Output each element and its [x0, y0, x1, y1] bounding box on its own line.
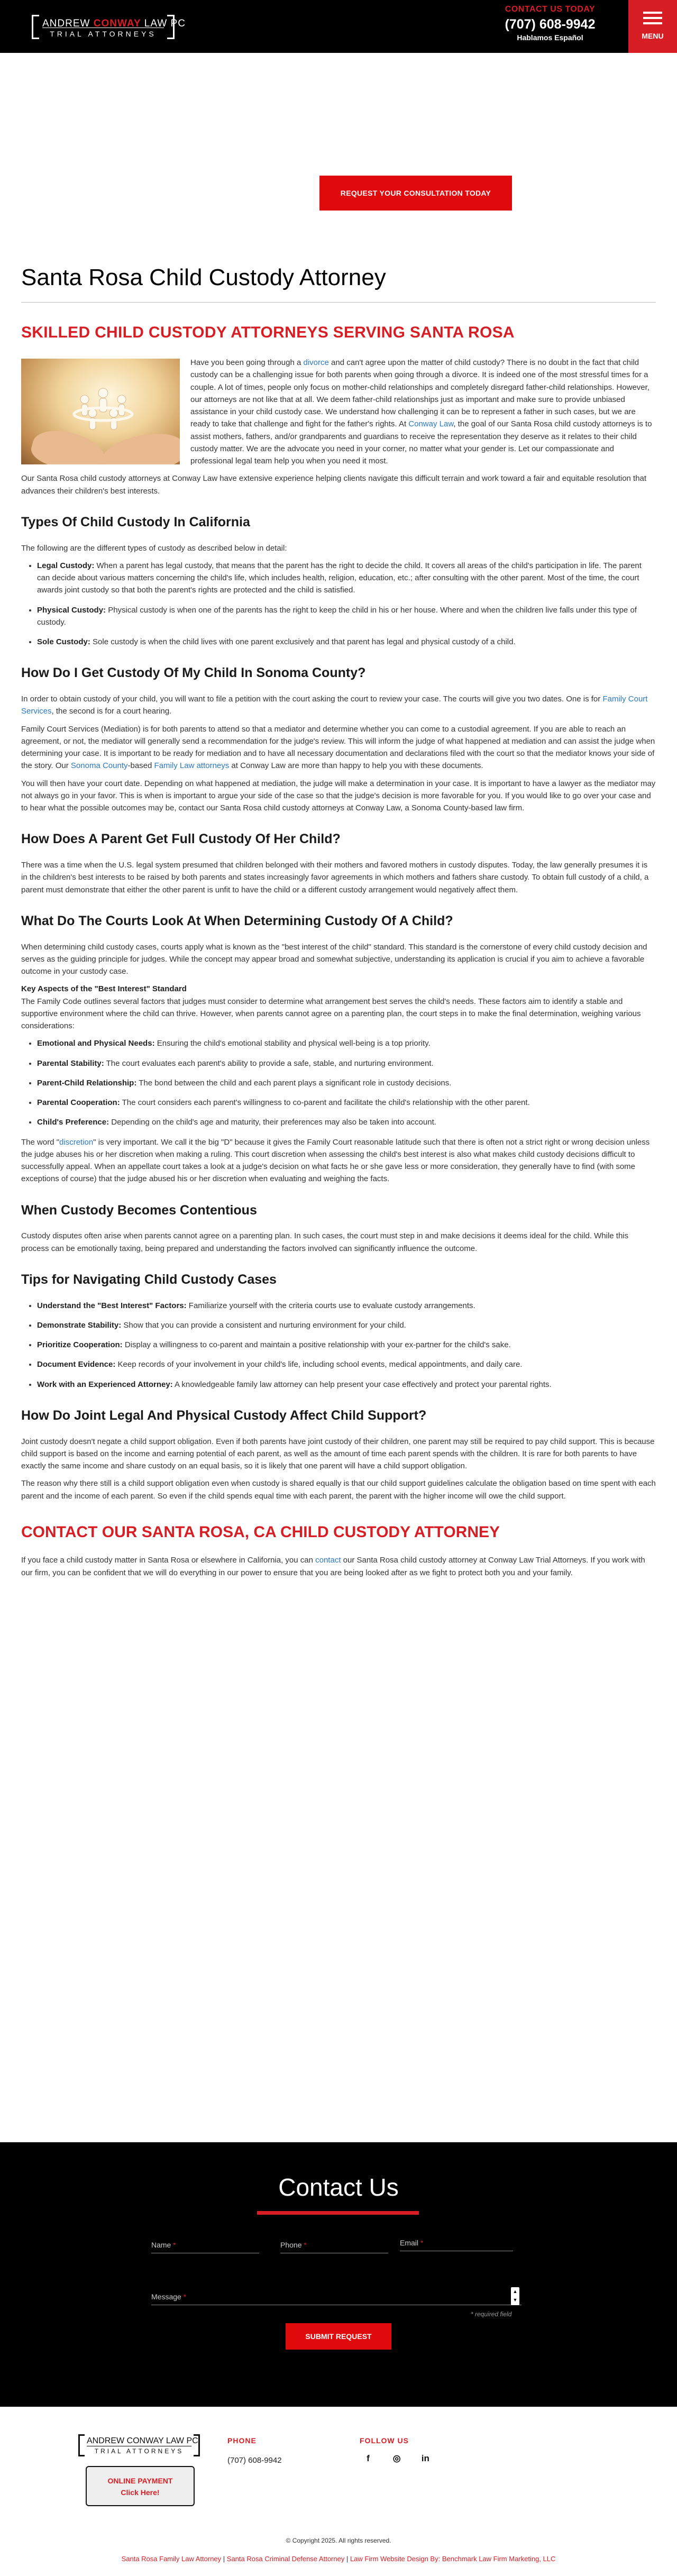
- message-scrollbar[interactable]: ▲ ▼: [511, 2287, 519, 2305]
- discretion-link[interactable]: discretion: [59, 1137, 94, 1147]
- list-item: • Child's Preference: Depending on the child's age and maturity, their preferences may also be taken into account.: [37, 1116, 656, 1128]
- tips-list: [37, 1300, 656, 1391]
- facebook-icon[interactable]: f: [367, 2453, 370, 2463]
- email-field[interactable]: Email *: [400, 2237, 513, 2251]
- hamburger-icon: [643, 12, 662, 28]
- footer-links: Santa Rosa Family Law Attorney | Santa Rosa Criminal Defense Attorney | Law Firm Website Design By: Benchmark Law Firm Marketing, LLC: [121, 2555, 556, 2563]
- instagram-icon[interactable]: ◎: [392, 2453, 401, 2463]
- conway-law-link[interactable]: Conway Law: [408, 419, 454, 429]
- header-contact: [487, 3, 614, 43]
- contentious-paragraph: Custody disputes often arise when parents cannot agree on a parenting plan. In such cases, the court must step in and make decisions it deems ideal for the child. While this process can be emotionally taxing, being prepared and understanding the factors involved can significantly influence the outcome.: [21, 1231, 629, 1253]
- support-paragraph-1: Joint custody doesn't negate a child support obligation. Even if both parents have joint custody of their children, one parent may still be required to pay child support. This is because child support is based on the income and earning potential of each parent, as well as the amount of time each parent spends with the children. It is rare for both parents to have exactly the same income and share custody on an equal basis, so it is likely that one parent will have a child support obligation.: [21, 1437, 655, 1471]
- main-content: [21, 264, 656, 1584]
- custody-types-list: [37, 560, 656, 648]
- logo-bracket-left: [32, 15, 39, 39]
- intro-paragraph: Have you been going through a divorce and can't agree upon the matter of child custody? There is no doubt in the fact that child custody can be a challenging issue for both parents when going through a divorce. It is indeed one of the most stressful times for a couple. A lot of times, people only focus on mother-child relationships and completely disregard father-child relationships. However, our attorneys are not like that at all. We deem father-child relationships just as important and make sure to provide unbiased assistance in your child custody case. We understand how challenging it can be to represent a father in such cases, but we are ready to take that challenge and fight for the father's rights. At Conway Law, the goal of our Santa Rosa child custody attorneys is to assist mothers, fathers, and/or grandparents and guardians to receive the representation they deserve as it relates to their child custody matter. We are the advocate you need in your corner, no matter what your gender is. Let our compassionate and professional legal team help you when you need it most.: [190, 358, 652, 466]
- sonoma-paragraph-3: You will then have your court date. Depending on what happened at mediation, the judge will make a determination in your case. It is important to have a lawyer as the mediator may not always go in your favor. This is when is important to argue your side of the case so that the judge's decision is more favorable for you. If you would like to go over your case and to hear what the possible outcomes may be, contact our Santa Rosa child custody attorneys at Conway Law, a Sonoma County-based law firm.: [21, 779, 656, 813]
- page-title: Santa Rosa Child Custody Attorney: [21, 264, 656, 303]
- contact-title-underline: [257, 2211, 419, 2215]
- payment-line-2: Click Here!: [121, 2488, 160, 2497]
- list-item: • Emotional and Physical Needs: Ensuring the child's emotional stability and physical well-being is a top priority.: [37, 1037, 656, 1049]
- required-field-note: * required field: [471, 2310, 512, 2318]
- heading-types-custody: Types Of Child Custody In California: [21, 514, 250, 529]
- payment-line-1: ONLINE PAYMENT: [107, 2477, 173, 2485]
- paper-chain-icon: [69, 382, 138, 435]
- courts-paragraph-3: The word "discretion" is very important. We call it the big "D" because it gives the Family Court reasonable latitude such that there is often not a strict right or wrong decision unless the judge abuses his or her discretion when making a ruling. This court discretion when assessing the child's best interest is also what makes child custody decisions difficult to successfully appeal. When an appellate court takes a look at a judge's decision on what facts he or she gave less or more consideration, they generally have to find (with some exceptions of course) that the judge abused his or her discretion when evaluating and weighing the facts.: [21, 1137, 650, 1184]
- message-field[interactable]: Message *: [151, 2291, 522, 2305]
- sonoma-paragraph-1: In order to obtain custody of your child, you will want to file a petition with the court asking the court to review your case. The courts will give you two dates. One is for Family Court Services, the second is for a court hearing.: [21, 695, 648, 716]
- list-item: • Sole Custody: Sole custody is when the child lives with one parent exclusively and that parent has legal and physical custody of a child.: [37, 636, 656, 648]
- list-item: • Physical Custody: Physical custody is when one of the parents has the right to keep the child in his or her house. Where and when the children live falls under this type of custody.: [37, 604, 656, 629]
- footer-logo-name: ANDREW CONWAY LAW PC: [87, 2436, 198, 2445]
- hero-section: [0, 53, 677, 243]
- sonoma-county-link[interactable]: Sonoma County: [70, 761, 128, 771]
- site-footer: [0, 2407, 677, 2576]
- list-item: • Understand the "Best Interest" Factors: Familiarize yourself with the criteria courts use to evaluate custody arrangements.: [37, 1300, 656, 1312]
- logo-name: ANDREW CONWAY LAW PC: [42, 18, 186, 29]
- site-logo[interactable]: [32, 15, 186, 39]
- list-item: • Parental Stability: The court evaluates each parent's ability to provide a safe, stable, and nurturing environment.: [37, 1057, 656, 1070]
- list-item: • Document Evidence: Keep records of your involvement in your child's life, including school events, medical appointments, and daily care.: [37, 1358, 656, 1371]
- family-court-services-link[interactable]: Family Court Services: [21, 695, 648, 716]
- spanish-label: Hablamos Español: [517, 33, 583, 42]
- online-payment-button[interactable]: [86, 2466, 195, 2506]
- list-item: • Demonstrate Stability: Show that you can provide a consistent and nurturing environment for your child.: [37, 1319, 656, 1331]
- section-subtitle: SKILLED CHILD CUSTODY ATTORNEYS SERVING SANTA ROSA: [21, 323, 515, 341]
- submit-request-button[interactable]: SUBMIT REQUEST: [286, 2323, 391, 2350]
- footer-phone-heading: PHONE: [227, 2436, 257, 2445]
- footer-link-website-design[interactable]: Law Firm Website Design By:: [350, 2555, 442, 2563]
- contact-title: Contact Us: [278, 2173, 399, 2201]
- list-item: • Legal Custody: When a parent has legal custody, that means that the parent has the right to decide the child. It covers all areas of the child's participation in life. The parent can decide about various matters concerning the child's life, which includes health, religion, education, etc.; after consulting with the other parent. Most of the time, the court awards joint custody so that both the parent's rights are protected and the child is satisfied.: [37, 560, 656, 597]
- key-aspects-heading: Key Aspects of the "Best Interest" Standard: [21, 984, 187, 994]
- types-intro: The following are the different types of custody as described below in detail:: [21, 543, 287, 553]
- request-consultation-button[interactable]: REQUEST YOUR CONSULTATION TODAY: [319, 176, 512, 211]
- heading-child-support: How Do Joint Legal And Physical Custody Affect Child Support?: [21, 1408, 427, 1423]
- heading-sonoma: How Do I Get Custody Of My Child In Sonoma County?: [21, 665, 366, 681]
- best-interest-factors-list: [37, 1037, 656, 1128]
- footer-link-benchmark[interactable]: Benchmark Law Firm Marketing, LLC: [442, 2555, 556, 2563]
- intro-paragraph-2: Our Santa Rosa child custody attorneys at Conway Law have extensive experience helping clients navigate this difficult terrain and work toward a fair and equitable resolution that advances their children's best interests.: [21, 474, 647, 496]
- list-item: • Parental Cooperation: The court considers each parent's willingness to co-parent and facilitate the child's relationship with the other parent.: [37, 1097, 656, 1109]
- heading-tips: Tips for Navigating Child Custody Cases: [21, 1272, 277, 1287]
- list-item: • Parent-Child Relationship: The bond between the child and each parent plays a significant role in custody decisions.: [37, 1077, 656, 1089]
- logo-bracket-right: [167, 15, 175, 39]
- courts-paragraph-2: The Family Code outlines several factors that judges must consider to determine what arrangement best serves the child's needs. These factors aim to identify a stable and supportive environment where the child can thrive. However, when parents cannot agree on a parenting plan, the court steps in to make the final determination, weighing various considerations:: [21, 997, 641, 1031]
- heading-contact-attorney: CONTACT OUR SANTA ROSA, CA CHILD CUSTODY ATTORNEY: [21, 1523, 500, 1541]
- family-law-attorneys-link[interactable]: Family Law attorneys: [154, 761, 230, 771]
- footer-logo[interactable]: [78, 2434, 200, 2456]
- contact-section: [0, 2142, 677, 2407]
- social-links: [361, 2451, 444, 2466]
- menu-label: MENU: [642, 32, 664, 40]
- list-item: • Prioritize Cooperation: Display a willingness to co-parent and maintain a positive relationship with your ex-partner for the child's sake.: [37, 1339, 656, 1351]
- heading-contentious: When Custody Becomes Contentious: [21, 1202, 257, 1218]
- site-header: [0, 0, 677, 53]
- footer-link-criminal-defense[interactable]: Santa Rosa Criminal Defense Attorney: [226, 2555, 345, 2563]
- sonoma-paragraph-2: Family Court Services (Mediation) is for both parents to attend so that a mediator and determine whether you can come to a custodial agreement. If you are able to reach an agreement, or not, the mediator will generally send a recommendation for the judge's review. This will inform the judge of what happened at mediation and can assist the judge when determining your case. It is important to be ready for mediation and to have all necessary documentation and declarations filed with the court so that the mediator knows your side of the story. Our Sonoma County-based Family Law attorneys at Conway Law are more than happy to help you with these documents.: [21, 724, 655, 771]
- logo-bracket-left: [78, 2434, 85, 2456]
- phone-field[interactable]: Phone *: [280, 2240, 388, 2253]
- footer-follow-heading: FOLLOW US: [360, 2436, 409, 2445]
- heading-full-custody: How Does A Parent Get Full Custody Of Her Child?: [21, 832, 341, 847]
- footer-link-family-law[interactable]: Santa Rosa Family Law Attorney: [121, 2555, 222, 2563]
- menu-button[interactable]: [628, 0, 677, 53]
- divorce-link[interactable]: divorce: [303, 358, 329, 368]
- support-paragraph-2: The reason why there still is a child support obligation even when custody is shared equally is that our child support guidelines calculate the obligation based on time spent with each parent and the income of each parent. So even if the child spends equal time with each parent, the parent with the higher income will owe the child support.: [21, 1479, 656, 1501]
- courts-paragraph-1: When determining child custody cases, courts apply what is known as the "best interest of the child" standard. This standard is the cornerstone of every child custody decision and serves as the guiding principle for judges. While the concept may appear broad and somewhat subjective, understanding its application is crucial if you aim to achieve a favorable outcome in your custody case.: [21, 942, 647, 976]
- footer-phone[interactable]: (707) 608-9942: [227, 2456, 282, 2465]
- heading-courts: What Do The Courts Look At When Determining Custody Of A Child?: [21, 913, 453, 928]
- list-item: • Work with an Experienced Attorney: A knowledgeable family law attorney can help present your case effectively and protect your parental rights.: [37, 1378, 656, 1391]
- copyright: © Copyright 2025. All rights reserved.: [286, 2537, 391, 2544]
- linkedin-icon[interactable]: in: [421, 2453, 429, 2463]
- name-field[interactable]: Name *: [151, 2240, 259, 2253]
- footer-logo-tagline: TRIAL ATTORNEYS: [87, 2446, 191, 2456]
- contact-paragraph: If you face a child custody matter in Santa Rosa or elsewhere in California, you can contact our Santa Rosa child custody attorney at Conway Law Trial Attorneys. If you work with our firm, you can be confident that we will do everything in our power to ensure that you are being looked after as we fight to protect both you and your family.: [21, 1556, 645, 1577]
- contact-us-label[interactable]: CONTACT US TODAY: [505, 5, 596, 14]
- header-phone[interactable]: (707) 608-9942: [505, 16, 596, 32]
- paper-family-image: [21, 359, 180, 464]
- intro-section: [21, 357, 656, 472]
- contact-link[interactable]: contact: [315, 1556, 341, 1565]
- full-custody-paragraph: There was a time when the U.S. legal system presumed that children belonged with their mothers and favored mothers in custody disputes. Today, the law generally presumes it is in the children's best interests to be raised by both parents and states increasingly favor agreements in which mothers and fathers share custody. To obtain full custody of a child, a parent must demonstrate that either the other parent is unfit to have the child or a different custody arrangement would negatively affect them.: [21, 861, 649, 894]
- logo-bracket-right: [194, 2434, 200, 2456]
- logo-tagline: TRIAL ATTORNEYS: [42, 28, 164, 40]
